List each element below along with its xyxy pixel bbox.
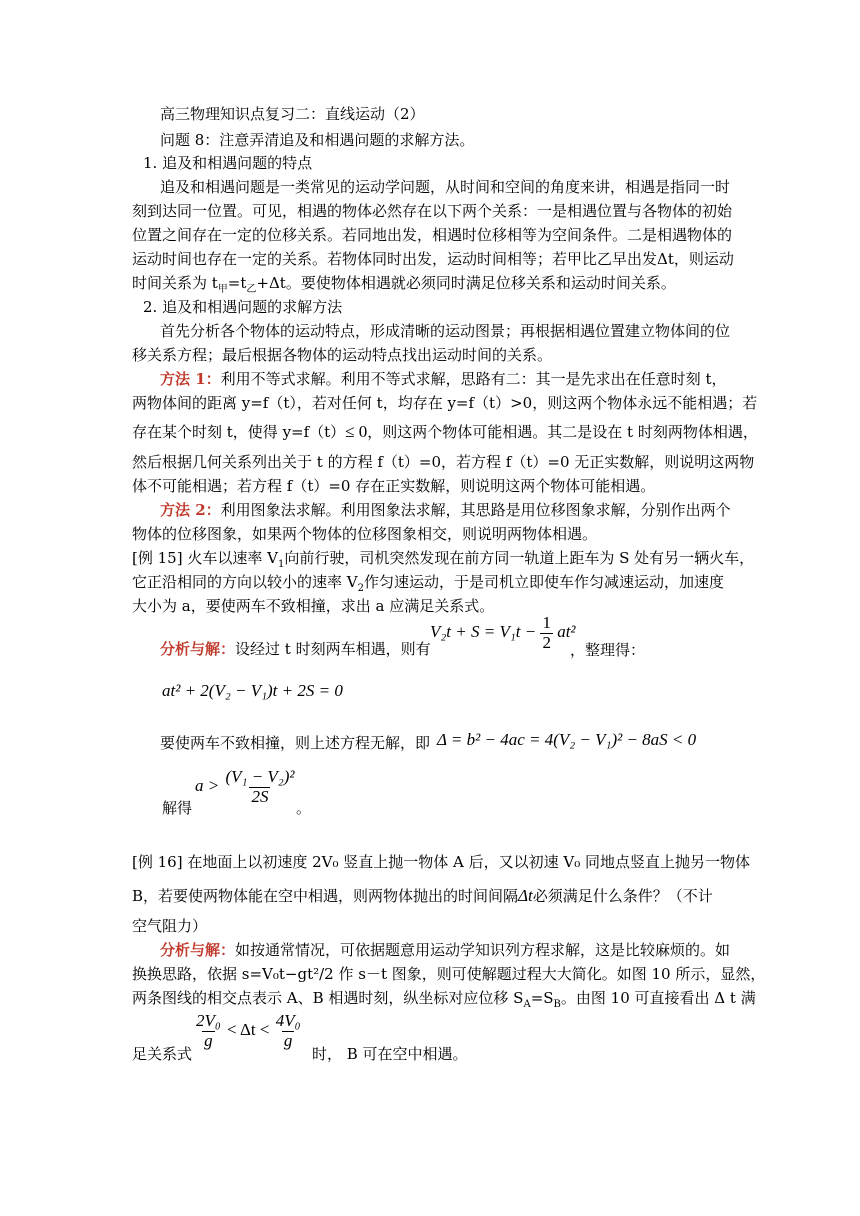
text: 利用图象法求解。利用图象法求解，其思路是用位移图象求解，分别作出两个 [220, 501, 731, 519]
text: 设经过 t 时刻两车相遇，则有 [235, 640, 431, 658]
text: 作匀速运动，于是司机立即使车作匀减速运动，加速度 [363, 573, 724, 591]
text: 时， B 可在空中相遇。 [312, 1045, 468, 1063]
paragraph-line [132, 422, 758, 442]
method-1-line [160, 369, 726, 389]
text: 解得 [162, 799, 193, 817]
example-16-line: [例 16] 在地面上以初速度 2V₀ 竖直上抛一物体 A 后，又以初速 V₀ 同地点竖直上抛另一物体 [132, 853, 751, 871]
example-15-line [132, 548, 754, 575]
subscript: A [523, 999, 531, 1010]
fraction [540, 614, 553, 652]
subscript: 2 [357, 583, 364, 594]
fraction [274, 1012, 303, 1050]
paragraph-line: 换换思路，依据 s=V₀t−gt²/2 作 s－t 图象，则可使解题过程大大简化。如图 10 所示，显然， [132, 965, 766, 983]
eq-text: V₂t + S = V₁t − [430, 622, 537, 642]
text: 必须满足什么条件？（不计 [532, 887, 713, 905]
denominator: g [204, 1030, 213, 1050]
text: 两条图线的相交点表示 A、B 相遇时刻，纵坐标对应位移 S [132, 989, 524, 1007]
subscript: 乙 [246, 284, 257, 295]
text: 如按通常情况，可依据题意用运动学知识列方程求解，这是比较麻烦的。如 [235, 941, 731, 959]
numerator: 2V₀ [196, 1011, 221, 1030]
paragraph-line: 追及和相遇问题是一类常见的运动学问题，从时间和空间的角度来讲，相遇是指同一时 [160, 178, 731, 196]
equation-3: Δ = b² − 4ac = 4(V₂ − V₁)² − 8aS < 0 [437, 730, 697, 749]
text: 。由图 10 可直接看出 Δ t 满 [560, 989, 756, 1007]
numerator: (V₁ − V₂)² [225, 767, 295, 786]
fraction [223, 768, 296, 806]
analysis-label: 分析与解： [160, 640, 236, 658]
eq-text: < Δt < [227, 1020, 270, 1040]
text: 足关系式 [132, 1045, 193, 1063]
method-1-label: 方法 1： [160, 370, 221, 388]
text: [例 15] 火车以速率 V [132, 549, 278, 567]
equation-2: at² + 2(V₂ − V₁)t + 2S = 0 [162, 681, 343, 700]
text: ，整理得： [570, 641, 646, 659]
paragraph-line: 体不可能相遇；若方程 f（t）=0 存在正实数解，则说明这两个物体可能相遇。 [132, 477, 656, 495]
subscript: B [553, 999, 561, 1010]
denominator: g [283, 1030, 293, 1050]
paragraph-line: 物体的位移图象，如果两个物体的位移图象相交，则说明两物体相遇。 [132, 525, 598, 543]
paragraph-line: 大小为 a，要使两车不致相撞，求出 a 应满足关系式。 [132, 597, 495, 615]
text: 存在某个时刻 t，使得 y=f（t） [132, 423, 346, 441]
numerator: 4V₀ [275, 1011, 301, 1030]
section-2-heading: 2. 追及和相遇问题的求解方法 [143, 298, 343, 316]
denominator: 2 [542, 632, 551, 652]
numerator: 1 [542, 613, 551, 632]
denominator: 2S [251, 786, 269, 806]
paragraph-line: 然后根据几何关系列出关于 t 的方程 f（t）=0，若方程 f（t）=0 无正实数解，则说明这两物 [132, 453, 755, 471]
paragraph-line: 移关系方程；最后根据各物体的运动特点找出运动时间的关系。 [132, 346, 553, 364]
eq-text: a > [195, 776, 220, 796]
text: 利用不等式求解。利用不等式求解，思路有二：其一是先求出在任意时刻 t， [220, 370, 727, 388]
subscript: 1 [277, 559, 285, 570]
method-2-line [160, 500, 731, 520]
equation-4 [195, 768, 296, 806]
paragraph-line: 两物体间的距离 y=f（t），若对任何 t，均存在 y=f（t）>0，则这两个物体永远不能相遇；若 [132, 394, 758, 412]
text: =S [530, 989, 554, 1007]
text: +Δt。要使物体相遇就必须同时满足位移关系和运动时间关系。 [256, 274, 676, 292]
text: B，若要使两物体能在空中相遇，则两物体抛出的时间间隔 [132, 887, 519, 905]
text: ，则这两个物体可能相遇。其二是设在 t 时刻两物体相遇， [367, 423, 758, 441]
paragraph-line: 运动时间也存在一定的关系。若物体同时出发，运动时间相等；若甲比乙早出发Δt，则运动 [132, 250, 734, 268]
analysis-line [160, 940, 730, 960]
paragraph-line: 位置之间存在一定的位移关系。若同地出发，相遇时位移相等为空间条件。二是相遇物体的 [132, 226, 733, 244]
analysis-label: 分析与解： [160, 941, 236, 959]
paragraph-line: 空气阻力） [132, 917, 208, 935]
text: =t [227, 274, 247, 292]
subscript: 甲 [217, 284, 228, 295]
paragraph-line: 首先分析各个物体的运动特点，形成清晰的运动图景；再根据相遇位置建立物体间的位 [160, 322, 731, 340]
paragraph-line [132, 988, 756, 1015]
text: 向前行驶，司机突然发现在前方同一轨道上距车为 S 处有另一辆火车， [284, 549, 755, 567]
equation-1 [430, 614, 576, 652]
text: 时间关系为 t [132, 274, 218, 292]
paragraph-line: 要使两车不致相撞，则上述方程无解，即 [160, 734, 431, 752]
section-1-heading: 1. 追及和相遇问题的特点 [143, 154, 313, 172]
eq-text: at² [557, 622, 576, 642]
paragraph-line [132, 886, 713, 906]
paragraph-line: 刻到达同一位置。可见，相遇的物体必然存在以下两个关系：一是相遇位置与各物体的初始 [132, 202, 733, 220]
question-8: 问题 8：注意弄清追及和相遇问题的求解方法。 [160, 131, 475, 149]
fraction [194, 1012, 223, 1050]
inequality [194, 1012, 303, 1050]
text: 它正沿相同的方向以较小的速率 V [132, 573, 358, 591]
analysis-line [160, 639, 431, 659]
inline-math: Δt [518, 886, 533, 905]
paragraph-line [132, 273, 676, 300]
text: 。 [296, 799, 312, 817]
paragraph-line [132, 572, 724, 599]
method-2-label: 方法 2： [160, 501, 221, 519]
doc-title: 高三物理知识点复习二：直线运动（2） [160, 105, 425, 123]
inline-math: ≤ 0 [345, 422, 368, 441]
